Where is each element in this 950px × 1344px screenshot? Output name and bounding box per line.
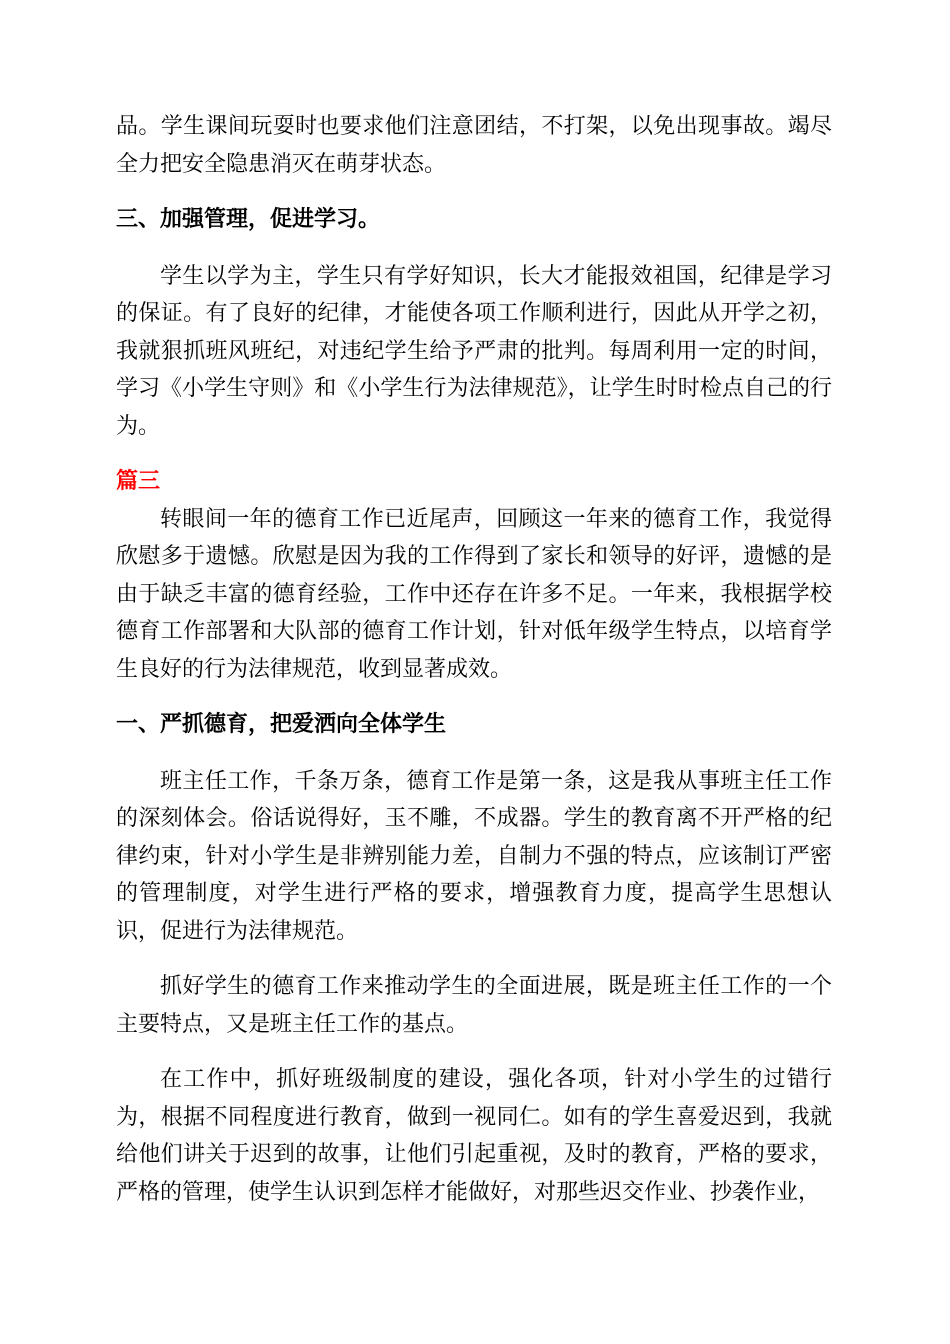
paragraph-continued: 品。学生课间玩耍时也要求他们注意团结，不打架，以免出现事故。竭尽全力把安全隐患消灭在萌芽状态。: [116, 114, 832, 177]
heading-strengthen-management: 三、加强管理，促进学习。: [116, 206, 381, 232]
paragraph-class-system: 在工作中，抓好班级制度的建设，强化各项，针对小学生的过错行为，根据不同程度进行教育，做到一视同仁。如有的学生喜爱迟到，我就给他们讲关于迟到的故事，让他们引起重视，及时的教育，严格的要求，严格的管理，使学生认识到怎样才能做好，对那些迟交作业、抄袭作业，: [116, 1067, 832, 1205]
section-title-part-three: 篇三: [116, 468, 161, 494]
paragraph-overall-development: 抓好学生的德育工作来推动学生的全面进展，既是班主任工作的一个主要特点，又是班主任工作的基点。: [116, 974, 832, 1037]
document-page: [116, 108, 832, 1211]
paragraph-year-review: 转眼间一年的德育工作已近尾声，回顾这一年来的德育工作，我觉得欣慰多于遗憾。欣慰是因为我的工作得到了家长和领导的好评，遗憾的是由于缺乏丰富的德育经验，工作中还存在许多不足。一年来，我根据学校德育工作部署和大队部的德育工作计划，针对低年级学生特点，以培育学生良好的行为法律规范，收到显著成效。: [116, 506, 832, 682]
paragraph-head-teacher-work: 班主任工作，千条万条，德育工作是第一条，这是我从事班主任工作的深刻体会。俗话说得好，玉不雕，不成器。学生的教育离不开严格的纪律约束，针对小学生是非辨别能力差，自制力不强的特点，应该制订严密的管理制度，对学生进行严格的要求，增强教育力度，提高学生思想认识，促进行为法律规范。: [116, 768, 832, 944]
paragraph-discipline: 学生以学为主，学生只有学好知识，长大才能报效祖国，纪律是学习的保证。有了良好的纪律，才能使各项工作顺利进行，因此从开学之初，我就狠抓班风班纪，对违纪学生给予严肃的批判。每周利用一定的时间，学习《小学生守则》和《小学生行为法律规范》，让学生时时检点自己的行为。: [116, 263, 832, 439]
heading-moral-education: 一、严抓德育，把爱洒向全体学生: [116, 711, 447, 737]
